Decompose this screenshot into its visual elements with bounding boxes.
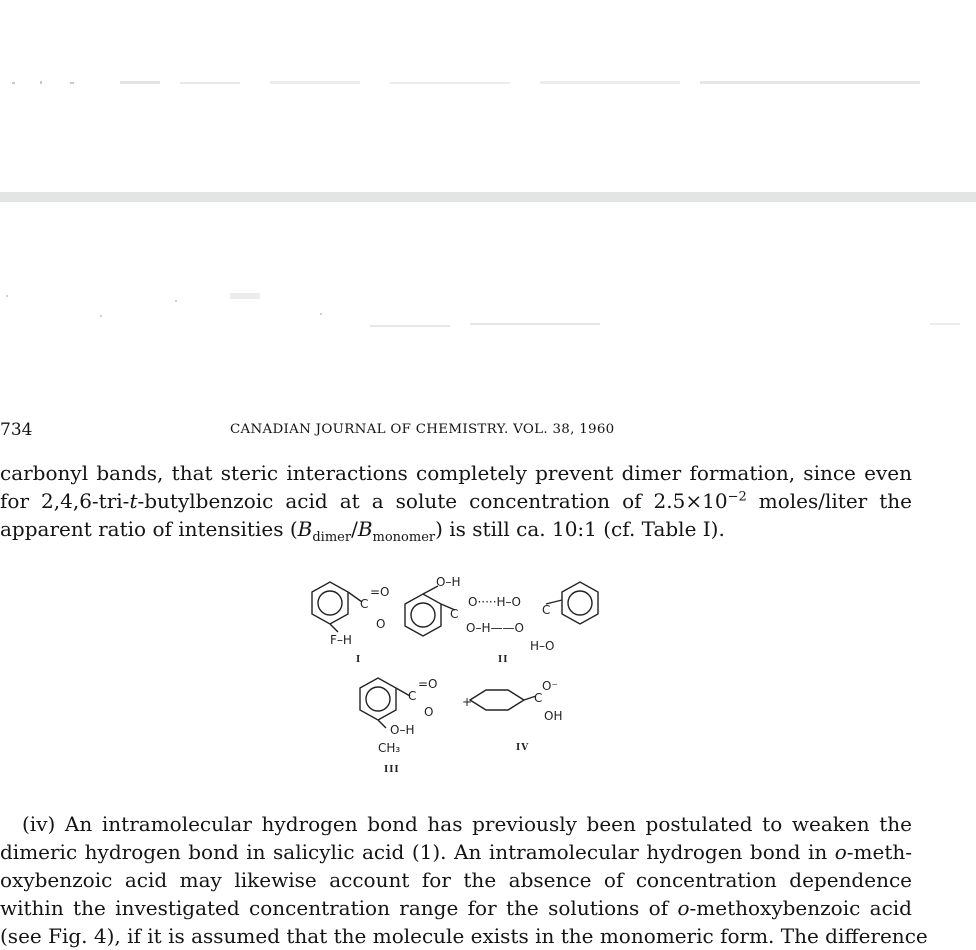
- paragraph-2-line-2: [0, 838, 912, 866]
- text-run: -methoxybenzoic acid: [689, 896, 912, 920]
- subscript: dimer: [312, 530, 352, 545]
- paragraph-1-line-3: [0, 515, 912, 543]
- running-head: [0, 420, 976, 440]
- paragraph-2-line-5: (see Fig. 4), if it is assumed that the molecule exists in the monomeric form. The difference: [0, 924, 928, 948]
- journal-title: CANADIAN JOURNAL OF CHEMISTRY. VOL. 38, 1960: [230, 422, 615, 437]
- paragraph-2: [0, 810, 928, 950]
- italic-symbol: B: [297, 517, 313, 541]
- charge-plus: +: [462, 695, 473, 709]
- paragraph-1: [0, 459, 912, 543]
- italic-symbol: B: [357, 517, 373, 541]
- text-run: for 2,4,6-tri-: [0, 489, 130, 513]
- text-run: ) is still ca. 10:1 (cf. Table I).: [435, 517, 725, 541]
- scan-artifact-middle: [0, 285, 976, 335]
- text-run: -butylbenzoic acid at a solute concentration of 2.5×10: [137, 489, 728, 513]
- atom-o-h-dash: O–H——O: [466, 621, 524, 635]
- italic-run: o: [677, 896, 690, 920]
- label-ii: II: [498, 655, 509, 665]
- atom-h-o: H–O: [530, 639, 555, 653]
- atom-c: C: [534, 691, 543, 705]
- atom-o-h-dots: O·····H–O: [468, 595, 521, 609]
- italic-run: t: [129, 489, 138, 513]
- paragraph-2-line-3: oxybenzoic acid may likewise account for the absence of concentration dependence: [0, 868, 912, 892]
- text-run: dimeric hydrogen bond in salicylic acid (1). An intramolecular hydrogen bond in: [0, 840, 835, 864]
- atom-ch3: CH₃: [378, 741, 401, 755]
- label-i: I: [356, 655, 362, 665]
- atom-eq-o: =O: [370, 585, 390, 599]
- text-run: apparent ratio of intensities (: [0, 517, 298, 541]
- text-run: within the investigated concentration range for the solutions of: [0, 896, 678, 920]
- italic-run: o: [834, 840, 847, 864]
- text-run: -meth-: [846, 840, 912, 864]
- label-iii: III: [384, 765, 400, 775]
- paragraph-2-line-1: (iv) An intramolecular hydrogen bond has previously been postulated to weaken the: [22, 812, 912, 836]
- structures-drawing: [290, 570, 620, 780]
- atom-c: C: [408, 689, 417, 703]
- subscript: monomer: [372, 530, 436, 545]
- atom-eq-o: =O: [418, 677, 438, 691]
- atom-o: O: [376, 617, 386, 631]
- structures-figure: [290, 570, 620, 780]
- paragraph-1-line-1: carbonyl bands, that steric interactions completely prevent dimer formation, since even: [0, 461, 912, 485]
- atom-o-h: O–H: [436, 575, 461, 589]
- label-iv: IV: [516, 743, 530, 753]
- scan-band: [0, 192, 976, 202]
- text-run: /: [351, 517, 358, 541]
- text-run: moles/liter the: [746, 489, 913, 513]
- paragraph-2-line-4: [0, 894, 912, 922]
- atom-o: O: [424, 705, 434, 719]
- atom-c: C: [542, 603, 551, 617]
- atom-f-h: F–H: [330, 633, 352, 647]
- atom-o-minus: O⁻: [542, 679, 558, 693]
- atom-o-h: O–H: [390, 723, 415, 737]
- exponent: −2: [727, 489, 747, 505]
- atom-c: C: [450, 607, 459, 621]
- page-number: 734: [0, 420, 33, 440]
- paragraph-1-line-2: [0, 487, 912, 515]
- atom-oh: OH: [544, 709, 563, 723]
- atom-c: C: [360, 597, 369, 611]
- benzene-ring-iv: [470, 690, 524, 710]
- scan-artifact-top: [0, 76, 976, 90]
